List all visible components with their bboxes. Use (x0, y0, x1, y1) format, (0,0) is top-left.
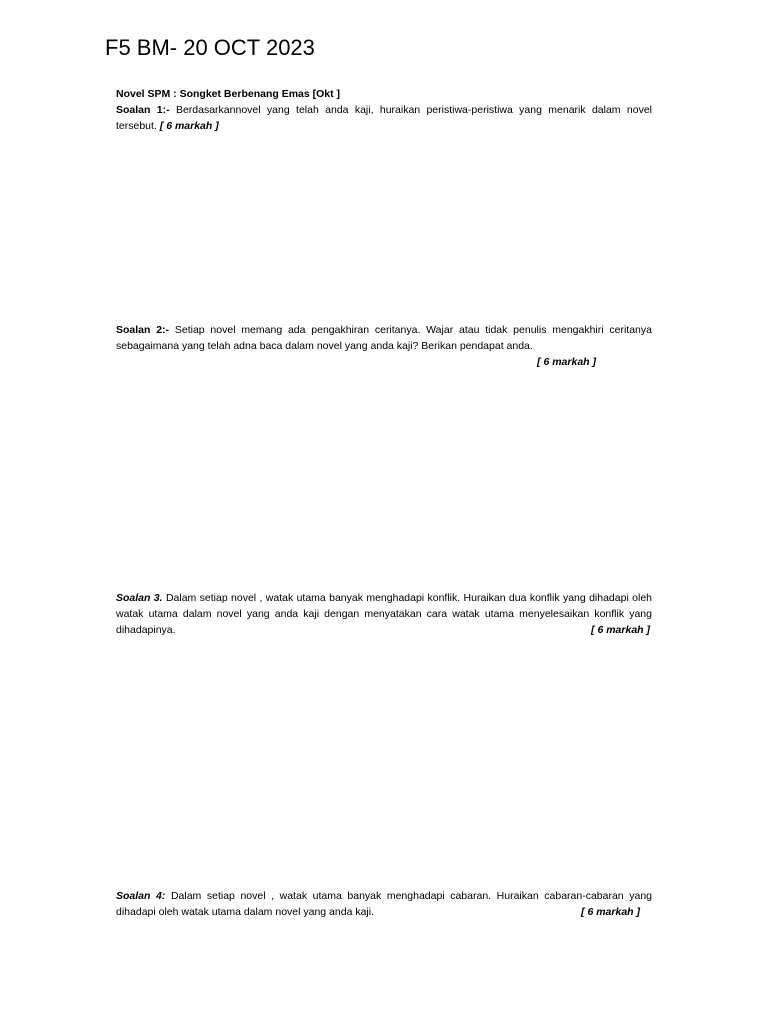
question-1-marks: [ 6 markah ] (159, 120, 219, 132)
question-3-text: Dalam setiap novel , watak utama banyak menghadapi konflik. Huraikan dua konflik yang dihadapi oleh watak utama dalam novel yang anda kaji dengan menyatakan cara watak utama menyelesaikan konflik yang dihadapinya. (116, 592, 653, 636)
novel-heading: Novel SPM : Songket Berbenang Emas [Okt ] (116, 88, 341, 100)
question-2-label: Soalan 2:- (116, 324, 170, 336)
question-3-label: Soalan 3. (116, 592, 163, 604)
page-title: F5 BM- 20 OCT 2023 (105, 35, 315, 60)
question-1-text: Berdasarkannovel yang telah anda kaji, huraikan peristiwa-peristiwa yang menarik dalam novel tersebut. (116, 104, 652, 132)
question-4-marks: [ 6 markah ] (581, 906, 640, 918)
question-3-marks: [ 6 markah ] (591, 624, 650, 636)
question-4-text: Dalam setiap novel , watak utama banyak menghadapi cabaran. Huraikan cabaran-cabaran yang dihadapi oleh watak utama dalam novel yang anda kaji. (116, 890, 652, 918)
question-4-label: Soalan 4: (116, 890, 166, 902)
question-2 (116, 322, 652, 370)
question-2-marks: [ 6 markah ] (537, 356, 596, 368)
question-3 (116, 590, 652, 638)
question-1 (116, 86, 652, 134)
question-1-label: Soalan 1:- (116, 104, 170, 116)
question-2-text: Setiap novel memang ada pengakhiran ceritanya. Wajar atau tidak penulis mengakhiri ceritanya sebagaimana yang telah adna baca dalam novel yang anda kaji? Berikan pendapat anda. (116, 324, 652, 352)
question-4 (116, 888, 652, 920)
